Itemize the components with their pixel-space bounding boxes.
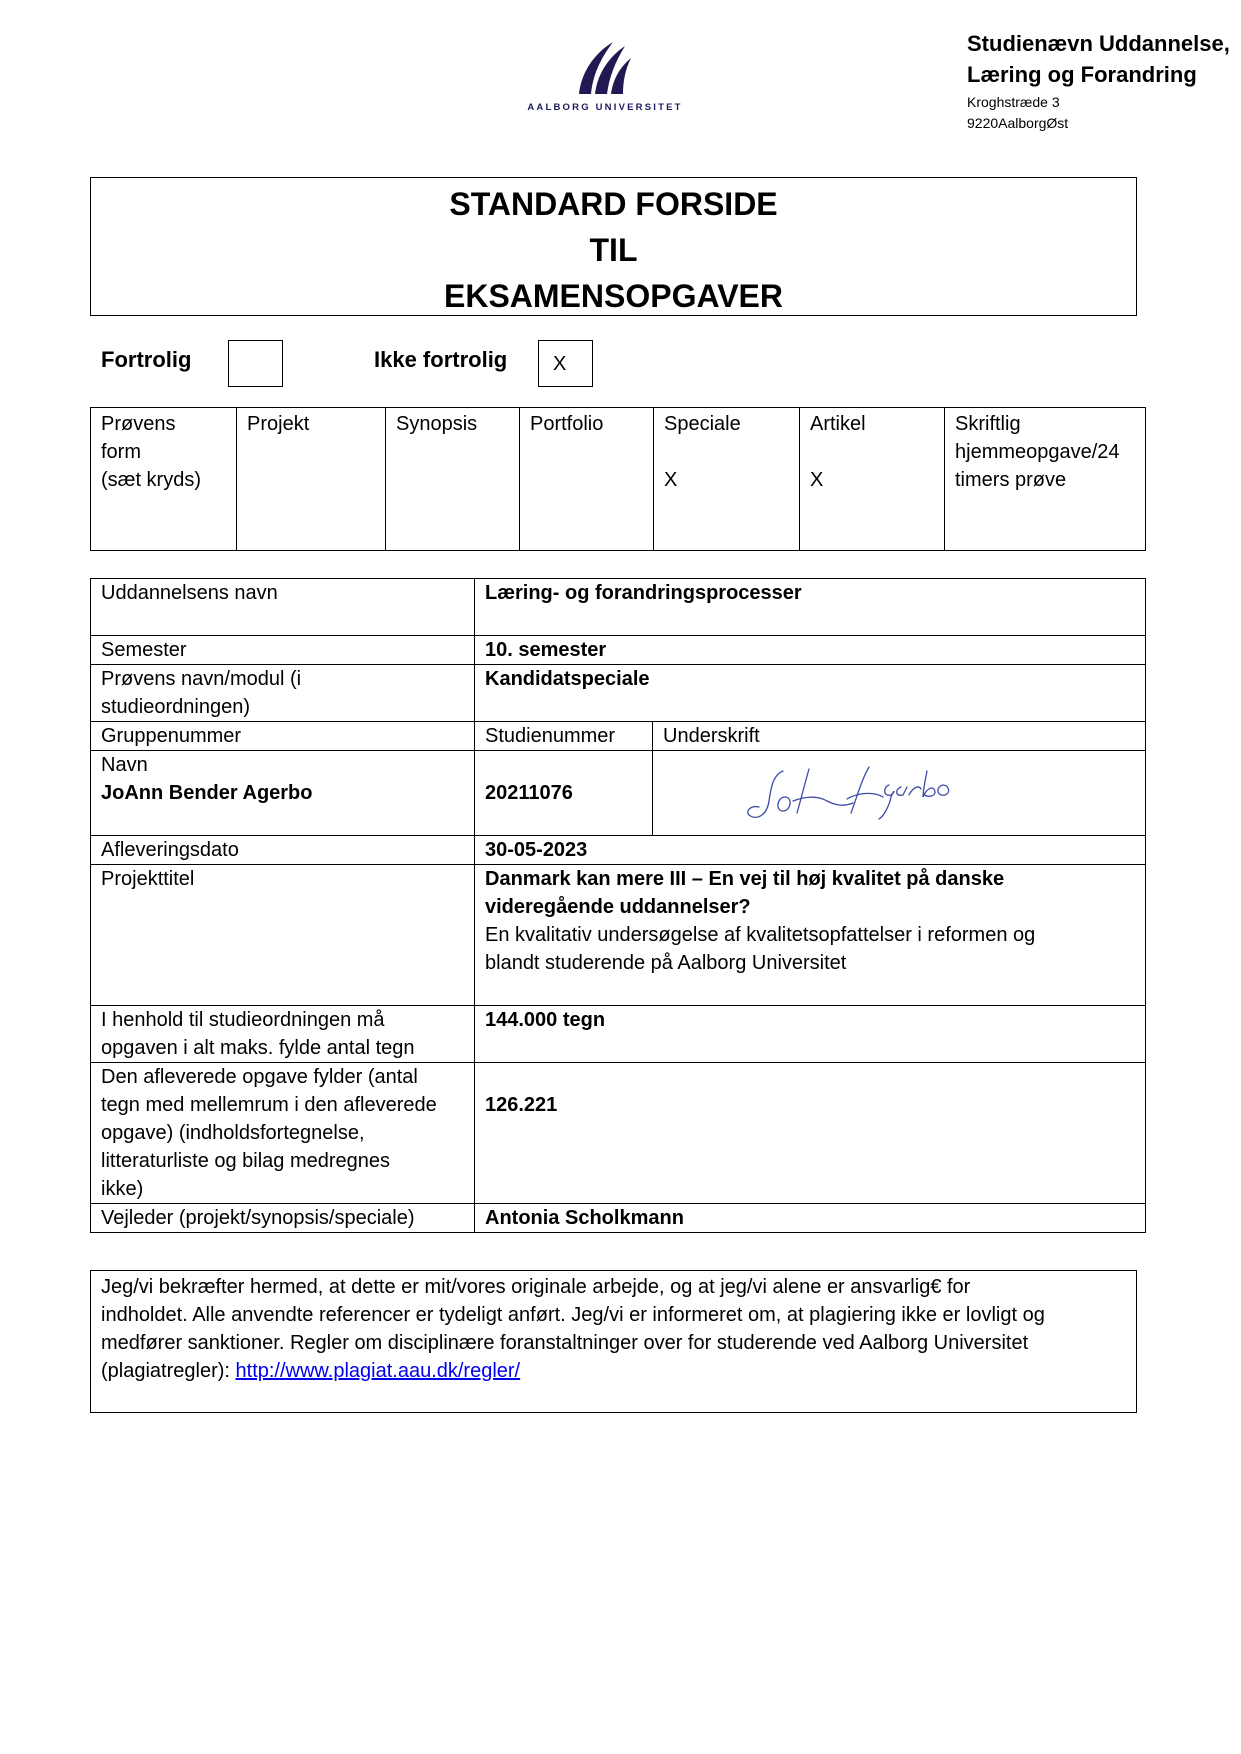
exam-info-table: [90, 578, 1146, 1233]
table-row: [91, 836, 1146, 865]
confidentiality-row: [101, 340, 801, 388]
label-line: Prøvens navn/modul (i: [101, 668, 302, 690]
supervisor-value: Antonia Scholkmann: [475, 1204, 1146, 1233]
signature-label: Underskrift: [653, 722, 1146, 751]
name-cell: [91, 751, 475, 836]
label-line: I henhold til studieordningen må: [101, 1009, 385, 1031]
table-row: [91, 579, 1146, 636]
form-option-projekt[interactable]: [237, 408, 386, 551]
date-label: Afleveringsdato: [91, 836, 475, 865]
form-option-label: Synopsis: [396, 413, 478, 435]
form-option-label: Portfolio: [530, 413, 604, 435]
title-subtitle-line: blandt studerende på Aalborg Universitet: [485, 952, 847, 974]
logo-text: AALBORG UNIVERSITET: [527, 102, 683, 113]
student-number-label: Studienummer: [475, 722, 653, 751]
table-row: [91, 665, 1146, 722]
name-label: Navn: [101, 754, 148, 776]
declaration-line: Jeg/vi bekræfter hermed, at dette er mit/vores originale arbejde, og at jeg/vi alene er ansvarlig€ for: [101, 1276, 971, 1298]
ikke-fortrolig-checkbox[interactable]: X: [538, 340, 593, 387]
title-bold-line: videregående uddannelser?: [485, 896, 751, 918]
exam-name-label: [91, 665, 475, 722]
form-option-label: hjemmeopgave/24: [955, 441, 1120, 463]
education-label: Uddannelsens navn: [91, 579, 475, 636]
declaration-prefix: (plagiatregler):: [101, 1360, 236, 1382]
row-label-line: Prøvens: [101, 413, 176, 435]
char-count-value: 126.221: [485, 1094, 558, 1116]
address-street: Kroghstræde 3: [967, 94, 1060, 110]
table-row: [91, 865, 1146, 1006]
label-line: litteraturliste og bilag medregnes: [101, 1150, 391, 1172]
table-row: [91, 722, 1146, 751]
table-row: [91, 636, 1146, 665]
handwritten-signature: [743, 757, 983, 827]
char-count-cell: [475, 1063, 1146, 1204]
form-option-synopsis[interactable]: [386, 408, 520, 551]
exam-form-row-label: [91, 408, 237, 551]
title-bold-line: Danmark kan mere III – En vej til høj kvalitet på danske: [485, 868, 1005, 890]
plagiarism-rules-link[interactable]: http://www.plagiat.aau.dk/regler/: [235, 1360, 521, 1382]
student-number-cell: [475, 751, 653, 836]
label-line: studieordningen): [101, 696, 250, 718]
char-count-label: [91, 1063, 475, 1204]
address-city: 9220AalborgØst: [967, 115, 1069, 131]
title-line2: TIL: [589, 232, 638, 268]
row-label-line: form: [101, 441, 141, 463]
label-line: opgave) (indholdsfortegnelse,: [101, 1122, 365, 1144]
aau-wave-logo-icon: [573, 38, 637, 96]
label-line: Den afleverede opgave fylder (antal: [101, 1066, 418, 1088]
group-number-label: Gruppenummer: [91, 722, 475, 751]
max-chars-value: 144.000 tegn: [475, 1006, 1146, 1063]
label-line: tegn med mellemrum i den afleverede: [101, 1094, 437, 1116]
table-row: [91, 1063, 1146, 1204]
declaration-line: [101, 1357, 1126, 1385]
date-value: 30-05-2023: [475, 836, 1146, 865]
table-row: [91, 751, 1146, 836]
form-option-artikel[interactable]: [800, 408, 945, 551]
title-subtitle-line: En kvalitativ undersøgelse af kvalitetsopfattelser i reformen og: [485, 924, 1036, 946]
study-board-header: [967, 28, 1237, 134]
max-chars-label: [91, 1006, 475, 1063]
supervisor-label: Vejleder (projekt/synopsis/speciale): [91, 1204, 475, 1233]
table-row: [91, 1204, 1146, 1233]
title-label: Projekttitel: [91, 865, 475, 1006]
form-option-mark: X: [810, 469, 824, 491]
form-option-mark: X: [664, 469, 678, 491]
fortrolig-checkbox[interactable]: [228, 340, 283, 387]
education-value: Læring- og forandringsprocesser: [475, 579, 1146, 636]
form-option-label: Speciale: [664, 413, 741, 435]
form-option-skriftlig[interactable]: [945, 408, 1146, 551]
semester-value: 10. semester: [475, 636, 1146, 665]
page-title: [90, 177, 1137, 316]
form-option-portfolio[interactable]: [520, 408, 654, 551]
student-number-value: 20211076: [485, 782, 573, 804]
signature-cell: [653, 751, 1146, 836]
university-logo: [520, 38, 690, 133]
declaration-line: medfører sanktioner. Regler om disciplinære foranstaltninger over for studerende ved Aalborg Universitet: [101, 1332, 1029, 1354]
ikke-fortrolig-label: Ikke fortrolig: [374, 347, 508, 372]
form-option-label: Projekt: [247, 413, 310, 435]
declaration-line: indholdet. Alle anvendte referencer er tydeligt anført. Jeg/vi er informeret om, at plagiering ikke er lovligt og: [101, 1304, 1045, 1326]
form-option-label: Skriftlig: [955, 413, 1021, 435]
title-value: [475, 865, 1146, 1006]
form-option-label: timers prøve: [955, 469, 1067, 491]
study-board-name-line2: Læring og Forandring: [967, 62, 1197, 87]
declaration-box: [90, 1270, 1137, 1413]
label-line: opgaven i alt maks. fylde antal tegn: [101, 1037, 415, 1059]
exam-name-value: Kandidatspeciale: [475, 665, 1146, 722]
semester-label: Semester: [91, 636, 475, 665]
label-line: ikke): [101, 1178, 144, 1200]
row-label-line: (sæt kryds): [101, 469, 201, 491]
table-row: [91, 1006, 1146, 1063]
name-value: JoAnn Bender Agerbo: [101, 782, 313, 804]
title-line1: STANDARD FORSIDE: [449, 186, 778, 222]
exam-form-row: [91, 408, 1146, 551]
form-option-speciale[interactable]: [654, 408, 800, 551]
title-line3: EKSAMENSOPGAVER: [443, 278, 783, 314]
fortrolig-label: Fortrolig: [101, 347, 192, 372]
exam-form-table: [90, 407, 1146, 551]
form-option-label: Artikel: [810, 413, 866, 435]
study-board-name-line1: Studienævn Uddannelse,: [967, 31, 1230, 56]
